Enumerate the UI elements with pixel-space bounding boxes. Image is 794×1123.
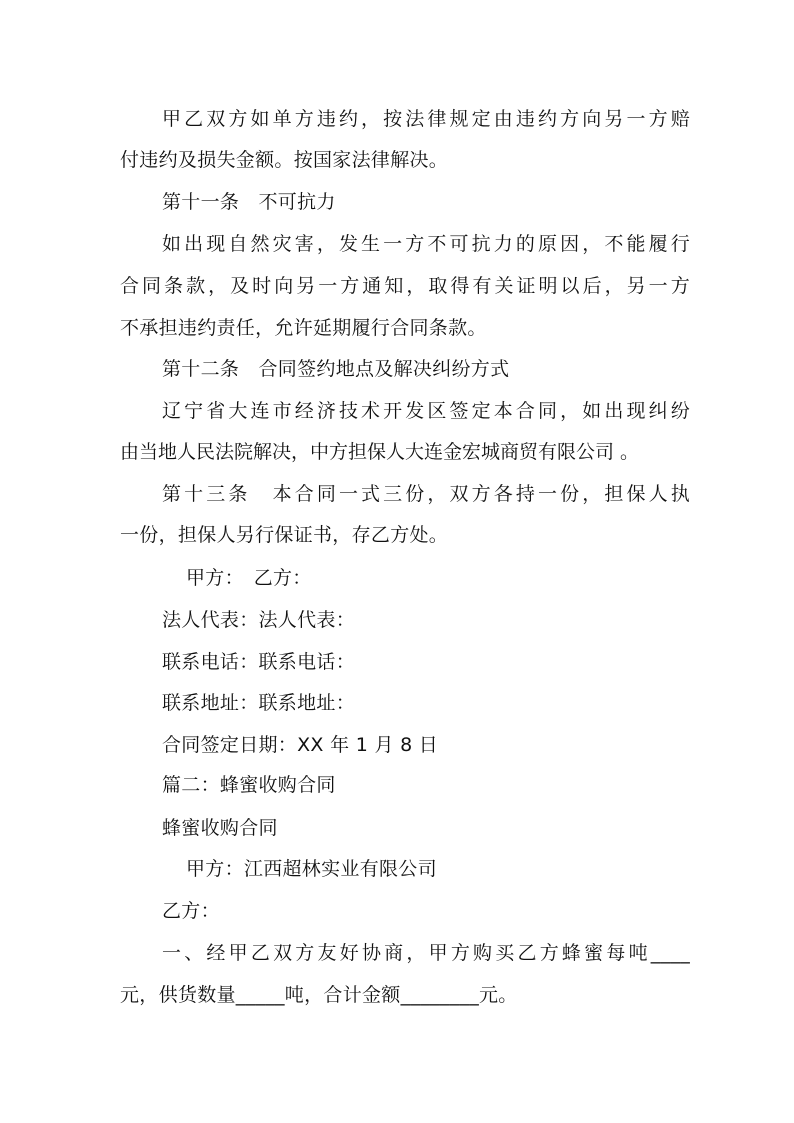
clause-1-line-1: 一、经甲乙双方友好协商，甲方购买乙方蜂蜜每吨____ bbox=[162, 942, 690, 964]
legal-representative: 法人代表：法人代表： bbox=[162, 609, 356, 631]
force-majeure-line-3: 不承担违约责任，允许延期履行合同条款。 bbox=[120, 317, 487, 339]
article-13-line-1: 第十三条 本合同一式三份，双方各持一份，担保人执 bbox=[162, 483, 690, 505]
article-11-heading: 第十一条 不可抗力 bbox=[162, 191, 336, 213]
dispute-line-2: 由当地人民法院解决，中方担保人大连金宏城商贸有限公司 。 bbox=[120, 441, 640, 463]
paragraph-breach-line-1: 甲乙双方如单方违约，按法律规定由违约方向另一方赔 bbox=[162, 108, 690, 130]
party-a: 甲方：江西超林实业有限公司 bbox=[186, 858, 437, 880]
article-13-line-2: 一份，担保人另行保证书，存乙方处。 bbox=[120, 524, 449, 546]
article-12-heading: 第十二条 合同签约地点及解决纠纷方式 bbox=[162, 358, 510, 380]
contact-address: 联系地址：联系地址： bbox=[162, 692, 356, 714]
paragraph-breach-line-2: 付违约及损失金额。按国家法律解决。 bbox=[120, 149, 449, 171]
force-majeure-line-2: 合同条款，及时向另一方通知，取得有关证明以后，另一方 bbox=[120, 275, 690, 297]
signature-parties: 甲方： 乙方： bbox=[186, 567, 312, 589]
contact-phone: 联系电话：联系电话： bbox=[162, 651, 356, 673]
party-b: 乙方： bbox=[162, 900, 220, 922]
signing-date: 合同签定日期：XX 年 1 月 8 日 bbox=[162, 734, 439, 756]
clause-1-line-2: 元，供货数量_____吨，合计金额________元。 bbox=[120, 984, 518, 1006]
section-2-title: 篇二：蜂蜜收购合同 bbox=[162, 774, 336, 796]
contract-title: 蜂蜜收购合同 bbox=[162, 817, 278, 839]
dispute-line-1: 辽宁省大连市经济技术开发区签定本合同，如出现纠纷 bbox=[162, 400, 690, 422]
force-majeure-line-1: 如出现自然灾害，发生一方不可抗力的原因，不能履行 bbox=[162, 233, 690, 255]
